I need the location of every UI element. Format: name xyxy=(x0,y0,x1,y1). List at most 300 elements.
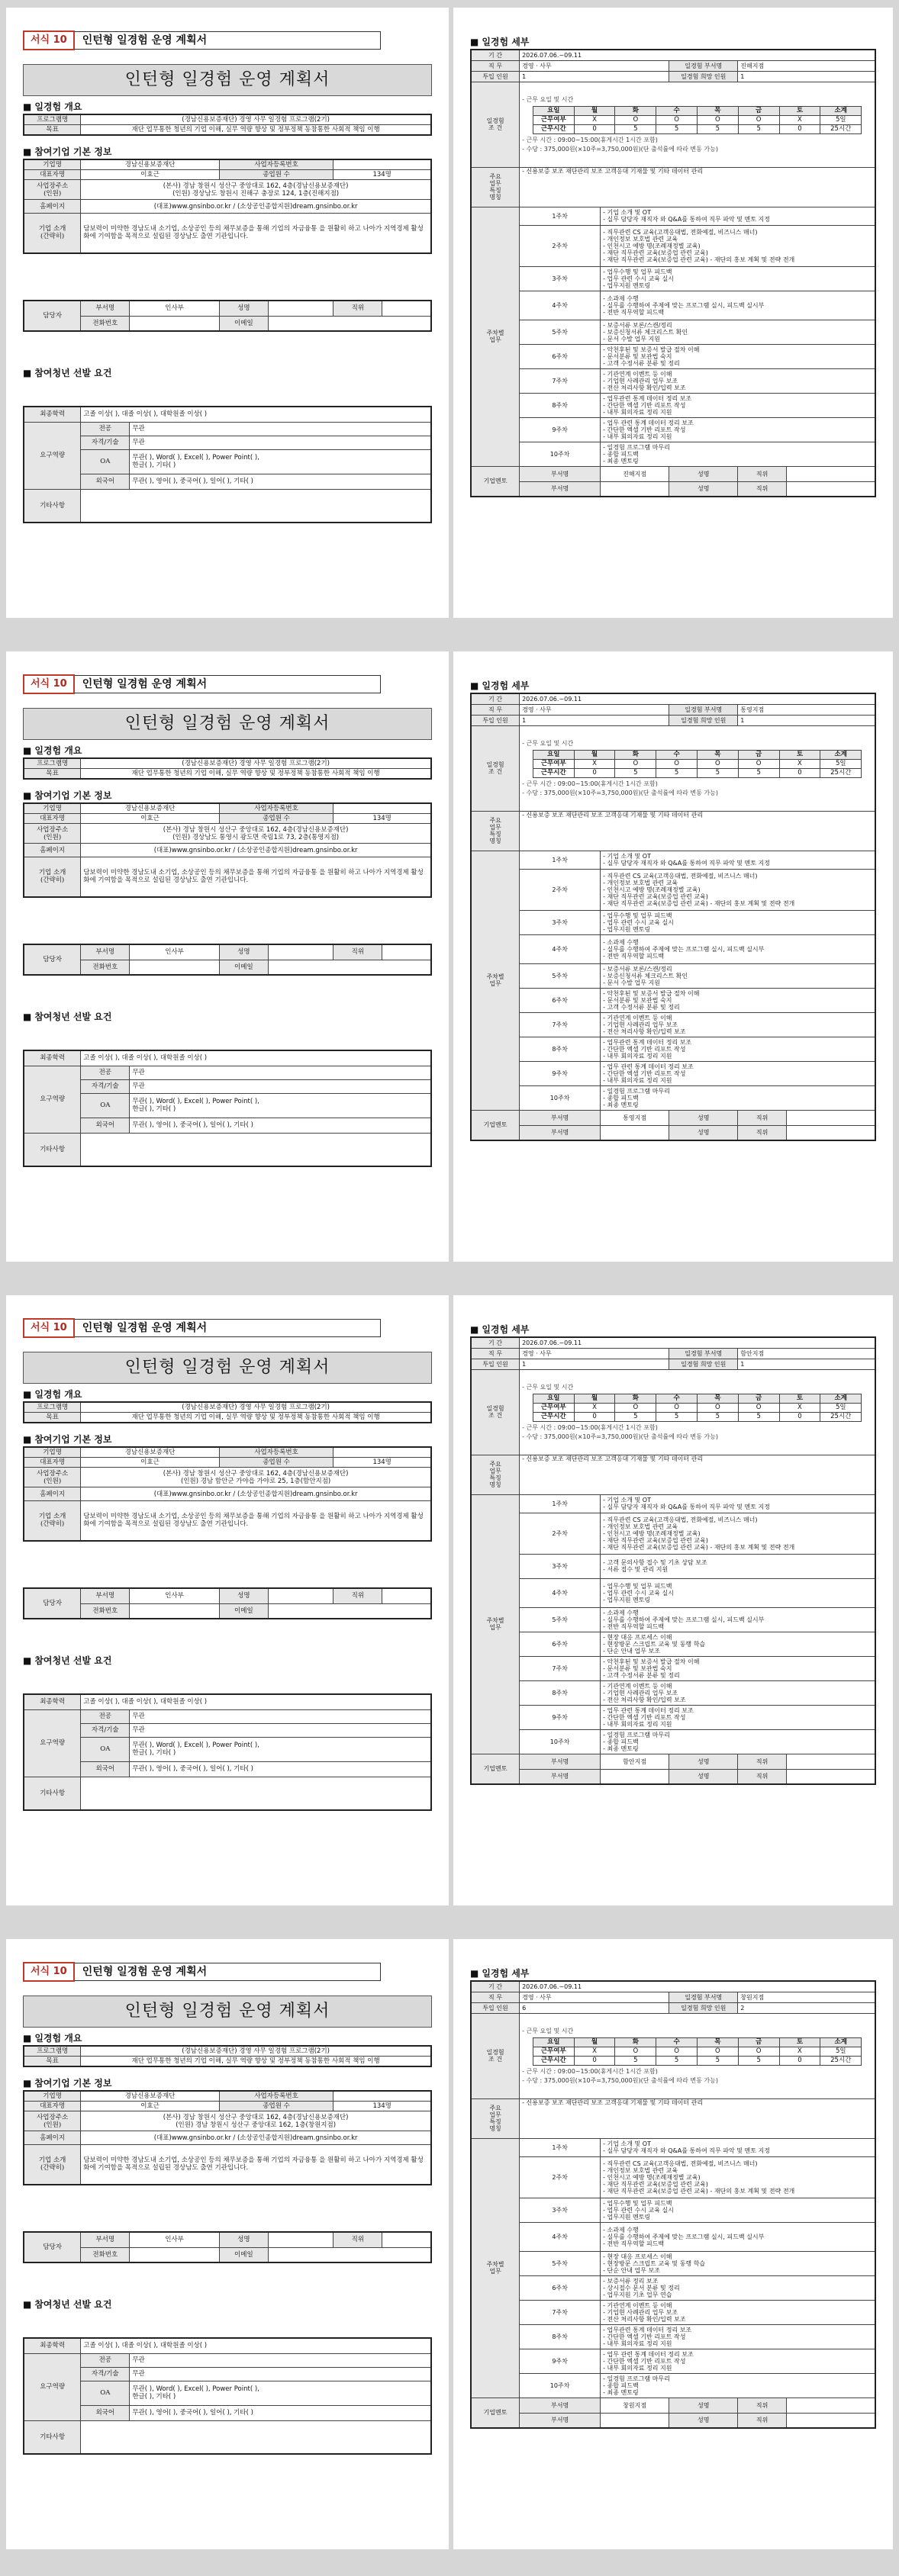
employees-value: 134명 xyxy=(334,170,431,180)
mentor-etc-value xyxy=(786,1769,875,1784)
dept-place-label: 일경험 부서명 xyxy=(669,1992,738,2002)
major-label: 전공 xyxy=(81,422,130,436)
schedule-week: 7주차 xyxy=(520,2300,601,2324)
work-hours-cell: 0 xyxy=(779,124,820,133)
schedule-week: 2주차 xyxy=(520,2156,601,2198)
work-hours-cell: 5 xyxy=(656,124,698,133)
work-hours-cell: 5 xyxy=(697,124,738,133)
skill-value: 무관 xyxy=(130,2367,431,2381)
mentor-email-label: 성명 xyxy=(669,1769,738,1784)
dept-label: 부서명 xyxy=(81,301,130,316)
schedule-content: - 소과제 수행 - 실무를 수행하여 주제에 맞는 프로그램 실시, 피드백 실시부 - 전반 직무역할 피드백 xyxy=(601,2222,875,2251)
cond-label: 일경험 조 건 xyxy=(471,82,520,167)
form-header xyxy=(23,31,381,50)
page-spread xyxy=(0,644,899,1269)
week-schedule-table xyxy=(533,750,862,778)
skill-label: 자격/기술 xyxy=(81,1723,130,1737)
position-label: 성명 xyxy=(219,301,268,316)
mentor-title-value xyxy=(786,1110,875,1125)
phone-label: 전화번호 xyxy=(81,316,130,331)
count-value: 6 xyxy=(520,2002,669,2013)
dept-value: 인사부 xyxy=(130,301,219,316)
req-label: 요구역량 xyxy=(24,1709,81,1777)
count-label: 투입 인원 xyxy=(471,1359,520,1369)
company-info-table xyxy=(23,2090,432,2185)
section-overview-heading: ■ 일경험 개요 xyxy=(23,2033,82,2044)
position-value xyxy=(268,301,333,316)
schedule-content: - 직무관련 CS 교육(고객응대법, 전화예절, 비즈니스 매너) - 개인정보 보호법 관련 교육 - 인천시고 예방 명(조례재정별 교육) - 재단 직무관련 교육(보증업 관련 교육) - 재단 직무관련 교육(보증업 관련 교육) - 재단의 홍보 계획 및 전략 전개 xyxy=(601,225,875,266)
work-status-cell: X xyxy=(779,2047,820,2056)
work-status-cell: O xyxy=(697,1403,738,1412)
mentor-email-label: 성명 xyxy=(669,481,738,497)
hours-row xyxy=(533,2056,861,2065)
day-cell: 월 xyxy=(574,106,615,115)
schedule-week: 1주차 xyxy=(520,2138,601,2156)
conditions-cell xyxy=(520,82,875,167)
major-value: 무관 xyxy=(130,422,431,436)
manager-table xyxy=(23,1587,432,1619)
section-requirements-heading: ■ 참여청년 선발 요건 xyxy=(23,2299,112,2310)
mentor-email-label: 성명 xyxy=(669,2413,738,2428)
schedule-row xyxy=(471,934,875,963)
schedule-row xyxy=(471,2349,875,2373)
company-info-table xyxy=(23,159,432,254)
schedule-row xyxy=(471,393,875,417)
schedule-content: - 직무관련 CS 교육(고객응대법, 전화예절, 비즈니스 매너) - 개인정보 보호법 관련 교육 - 인천시고 예방 명(조례재정별 교육) - 재단 직무관련 교육(보증업 관련 교육) - 재단 직무관련 교육(보증업 관련 교육) - 재단의 홍보 계획 및 전략 전개 xyxy=(601,1513,875,1554)
work-row xyxy=(533,115,861,124)
schedule-content: - 업무 관련 통계 데이터 정리 보조 - 간단한 엑셀 기반 리포트 작성 - 내부 회의자료 정리 지원 xyxy=(601,1705,875,1729)
day-cell: 소계 xyxy=(820,1394,862,1403)
week-title: - 근무 요일 및 시간 xyxy=(522,95,574,103)
overview-table xyxy=(23,757,432,780)
dept-place-label: 일경험 부서명 xyxy=(669,1348,738,1359)
work-status-cell: X xyxy=(574,759,615,768)
work-hours-cell: 25시간 xyxy=(820,2056,862,2065)
day-cell: 수 xyxy=(656,750,698,759)
day-cell: 금 xyxy=(738,750,779,759)
work-hours-cell: 5 xyxy=(697,2056,738,2065)
week-title: - 근무 요일 및 시간 xyxy=(522,739,574,747)
mentor-label: 기업멘토 xyxy=(471,2398,520,2428)
work-row xyxy=(533,2047,861,2056)
position-label: 성명 xyxy=(219,1588,268,1603)
work-hours-cell: 5 xyxy=(697,1412,738,1421)
overview-table xyxy=(23,2045,432,2067)
program-label: 프로그램명 xyxy=(24,114,81,125)
day-cell: 금 xyxy=(738,106,779,115)
phone-label: 전화번호 xyxy=(81,960,130,975)
day-cell: 화 xyxy=(615,1394,656,1403)
mentor-name-label: 성명 xyxy=(669,1754,738,1769)
section-detail-heading: ■ 일경험 세부 xyxy=(470,1324,530,1335)
count-value: 1 xyxy=(520,1359,669,1369)
mentor-title-value xyxy=(786,1754,875,1769)
schedule-week: 1주차 xyxy=(520,851,601,869)
mentor-name-label: 성명 xyxy=(669,466,738,481)
work-status-cell: O xyxy=(738,759,779,768)
square-bullet-icon: ■ xyxy=(23,2033,32,2044)
plan-page-left xyxy=(6,1939,449,2549)
mentor-etc-label: 직위 xyxy=(738,2413,787,2428)
section-overview-heading: ■ 일경험 개요 xyxy=(23,1389,82,1400)
plan-page-left xyxy=(6,1295,449,1905)
etc-value xyxy=(81,1133,431,1166)
intro-value: 담보력이 미약한 경남도내 소기업, 소상공인 등의 채무보증을 통해 기업의 자금융통 을 원활히 하고 나아가 지역경제 활성화에 기여함을 목적으로 설립된 경상남도 출연 기관입니다. xyxy=(81,857,431,897)
company-value: 경남신용보증재단 xyxy=(81,1447,220,1458)
schedule-row xyxy=(471,1012,875,1037)
detail-table xyxy=(470,693,876,1141)
schedule-content: - 직무관련 CS 교육(고객응대법, 전화예절, 비즈니스 매너) - 개인정보 보호법 관련 교육 - 인천시고 예방 명(조례재정별 교육) - 재단 직무관련 교육(보증업 관련 교육) - 재단 직무관련 교육(보증업 관련 교육) - 재단의 홍보 계획 및 전략 전개 xyxy=(601,2156,875,2198)
mentor-etc-value xyxy=(786,2413,875,2428)
period-label: 기 간 xyxy=(471,693,520,704)
company-label: 기업명 xyxy=(24,159,81,170)
schedule-content: - 일경험 프로그램 마무리 - 종합 피드백 - 최종 멘토링 xyxy=(601,2373,875,2398)
schedule-content: - 업무관련 통계 데이터 정리 보조 - 간단한 엑셀 기반 리포트 작성 - 내부 회의자료 정리 지원 xyxy=(601,2324,875,2349)
schedule-content: - 업무관련 통계 데이터 정리 보조 - 간단한 엑셀 기반 리포트 작성 - 내부 회의자료 정리 지원 xyxy=(601,393,875,417)
period-value: 2026.07.06.~09.11 xyxy=(520,693,875,704)
lang-value: 무관( ), 영어( ), 중국어( ), 일어( ), 기타( ) xyxy=(130,474,431,489)
day-cell: 토 xyxy=(779,750,820,759)
period-label: 기 간 xyxy=(471,1337,520,1348)
page-spread xyxy=(0,1288,899,1913)
manager-label: 담당자 xyxy=(24,2232,81,2262)
job-label: 직 무 xyxy=(471,60,520,71)
day-cell: 화 xyxy=(615,750,656,759)
mentor-etc-value xyxy=(786,1125,875,1140)
schedule-content: - 기관연계 이벤트 등 이해 - 기업현 사례관리 업무 보조 - 전산 처리사항 확인/입력 보조 xyxy=(601,2300,875,2324)
schedule-row xyxy=(471,2300,875,2324)
schedule-content: - 소과제 수행 - 실무를 수행하여 주제에 맞는 프로그램 실시, 피드백 실시부 - 전반 직무역할 피드백 xyxy=(601,291,875,320)
email-label: 이메일 xyxy=(219,2247,268,2262)
period-label: 기 간 xyxy=(471,50,520,60)
program-value: (경남신용보증재단) 경영 사무 일경험 프로그램(2기) xyxy=(81,2046,431,2057)
main-duty-label: 주요 업무 특징 명칭 xyxy=(471,2098,520,2138)
schedule-week: 9주차 xyxy=(520,2349,601,2373)
section-detail-heading: ■ 일경험 세부 xyxy=(470,680,530,691)
schedule-content: - 기관연계 이벤트 등 이해 - 기업현 사례관리 업무 보조 - 전산 처리사항 확인/입력 보조 xyxy=(601,1680,875,1705)
intro-label: 기업 소개 (간략히) xyxy=(24,1501,81,1541)
square-bullet-icon: ■ xyxy=(23,745,32,756)
schedule-week: 6주차 xyxy=(520,2275,601,2300)
work-hours-cell: 5 xyxy=(615,768,656,777)
count-value: 1 xyxy=(520,71,669,82)
mentor-title-value xyxy=(786,2398,875,2413)
major-label: 전공 xyxy=(81,1709,130,1723)
edu-value: 고졸 이상( ), 대졸 이상( ), 대학원졸 이상( ) xyxy=(81,407,431,422)
work-hours-cell: 근무시간 xyxy=(533,768,574,777)
address-label: 사업장주소 (인원) xyxy=(24,1468,81,1487)
work-status-cell: 근무여부 xyxy=(533,759,574,768)
max-value: 2 xyxy=(738,2002,875,2013)
lang-value: 무관( ), 영어( ), 중국어( ), 일어( ), 기타( ) xyxy=(130,1761,431,1777)
count-label: 투입 인원 xyxy=(471,2002,520,2013)
detail-table xyxy=(470,1336,876,1785)
mentor-phone-value xyxy=(601,481,669,497)
edu-label: 최종학력 xyxy=(24,1050,81,1066)
email-label: 이메일 xyxy=(219,960,268,975)
schedule-row xyxy=(471,2198,875,2222)
mentor-dept-label: 부서명 xyxy=(520,466,601,481)
schedule-week: 6주차 xyxy=(520,344,601,368)
schedule-week: 10주차 xyxy=(520,442,601,466)
section-company-heading: ■ 참여기업 기본 정보 xyxy=(23,790,112,801)
email-value xyxy=(268,316,431,331)
schedule-content: - 업무관련 통계 데이터 정리 보조 - 간단한 엑셀 기반 리포트 작성 - 내부 회의자료 정리 지원 xyxy=(601,1037,875,1061)
work-status-cell: X xyxy=(779,115,820,124)
week-schedule-table xyxy=(533,106,862,134)
schedule-week: 5주차 xyxy=(520,1607,601,1632)
count-label: 투입 인원 xyxy=(471,71,520,82)
biznum-value xyxy=(334,1447,431,1458)
day-cell: 소계 xyxy=(820,106,862,115)
mentor-phone-label: 부서명 xyxy=(520,1769,601,1784)
schedule-week: 10주차 xyxy=(520,2373,601,2398)
title-label: 직위 xyxy=(334,2232,382,2247)
work-hours-cell: 근무시간 xyxy=(533,1412,574,1421)
mentor-dept-label: 부서명 xyxy=(520,2398,601,2413)
work-status-cell: O xyxy=(615,1403,656,1412)
day-cell: 화 xyxy=(615,2037,656,2047)
schedule-week: 8주차 xyxy=(520,1037,601,1061)
form-header-title: 인턴형 일경험 운영 계획서 xyxy=(75,1319,381,1337)
oa-label: OA xyxy=(81,2381,130,2405)
work-hours-cell: 5 xyxy=(738,2056,779,2065)
mentor-label: 기업멘토 xyxy=(471,1754,520,1784)
dept-place-value: 통영지점 xyxy=(738,704,875,715)
schedule-content: - 악천후된 및 보증서 발급 절차 이해 - 문서분류 및 보관법 숙지 - 고객 수정서류 분류 및 정리 xyxy=(601,1656,875,1680)
email-value xyxy=(268,1603,431,1619)
day-cell: 소계 xyxy=(820,2037,862,2047)
etc-value xyxy=(81,489,431,523)
weekly-label: 주차별 업무 xyxy=(471,1494,520,1754)
schedule-week: 9주차 xyxy=(520,1061,601,1085)
work-hours-cell: 0 xyxy=(574,768,615,777)
oa-value: 무관( ), Word( ), Excel( ), Power Point( ), 한글( ), 기타( ) xyxy=(130,1737,431,1761)
work-hours-cell: 5 xyxy=(738,124,779,133)
dept-value: 인사부 xyxy=(130,944,219,960)
schedule-content: - 기업 소개 및 OT - 실무 담당자 재직자 와 Q&A를 통하여 직무 파악 및 멘토 지정 xyxy=(601,1494,875,1513)
schedule-row xyxy=(471,442,875,466)
ceo-value: 이효근 xyxy=(81,814,220,824)
major-label: 전공 xyxy=(81,2353,130,2367)
schedule-content: - 기관연계 이벤트 등 이해 - 기업현 사례관리 업무 보조 - 전산 처리사항 확인/입력 보조 xyxy=(601,1012,875,1037)
mentor-etc-label: 직위 xyxy=(738,1769,787,1784)
section-requirements-heading: ■ 참여청년 선발 요건 xyxy=(23,368,112,378)
schedule-week: 4주차 xyxy=(520,1578,601,1607)
ceo-label: 대표자명 xyxy=(24,2102,81,2111)
day-cell: 소계 xyxy=(820,750,862,759)
schedule-week: 5주차 xyxy=(520,320,601,344)
work-status-cell: O xyxy=(697,2047,738,2056)
days-row xyxy=(533,750,861,759)
schedule-row xyxy=(471,1578,875,1607)
cond-label: 일경험 조 건 xyxy=(471,2013,520,2098)
schedule-content: - 보증서류 보론/스캔/정리 - 보증신청서류 체크리스트 확인 - 문서 수발 업무 지원 xyxy=(601,963,875,988)
work-status-cell: O xyxy=(615,2047,656,2056)
position-value xyxy=(268,1588,333,1603)
purpose-value: 재단 업무통한 청년의 기업 이해, 실무 역량 향상 및 정부정책 동참통한 사회적 책임 이행 xyxy=(81,1413,431,1423)
work-hours-cell: 5 xyxy=(615,124,656,133)
schedule-week: 6주차 xyxy=(520,1632,601,1656)
work-status-cell: 근무여부 xyxy=(533,1403,574,1412)
lang-label: 외국어 xyxy=(81,1118,130,1133)
ceo-value: 이효근 xyxy=(81,2102,220,2111)
schedule-content: - 일경험 프로그램 마무리 - 종합 피드백 - 최종 멘토링 xyxy=(601,1085,875,1110)
mentor-label: 기업멘토 xyxy=(471,466,520,497)
schedule-row xyxy=(471,1656,875,1680)
schedule-week: 3주차 xyxy=(520,1554,601,1578)
day-cell: 목 xyxy=(697,750,738,759)
skill-value: 무관 xyxy=(130,1079,431,1093)
manager-table xyxy=(23,2231,432,2263)
schedule-week: 10주차 xyxy=(520,1085,601,1110)
ceo-label: 대표자명 xyxy=(24,170,81,180)
day-cell: 요일 xyxy=(533,2037,574,2047)
max-value: 1 xyxy=(738,1359,875,1369)
requirements-table xyxy=(23,1050,432,1167)
main-duty-label: 주요 업무 특징 명칭 xyxy=(471,1455,520,1494)
etc-value xyxy=(81,1777,431,1810)
week-schedule-table xyxy=(533,2037,862,2066)
manager-table xyxy=(23,944,432,976)
conditions-cell xyxy=(520,1369,875,1455)
work-hours-cell: 0 xyxy=(779,2056,820,2065)
work-status-cell: O xyxy=(615,115,656,124)
page-spread xyxy=(0,1931,899,2557)
work-hours-cell: 5 xyxy=(615,1412,656,1421)
work-status-cell: 5일 xyxy=(820,115,862,124)
schedule-week: 2주차 xyxy=(520,869,601,910)
mentor-phone-value xyxy=(601,2413,669,2428)
work-time-note: - 근무 시간 : 09:00~15:00(휴게시간 1시간 포함) xyxy=(522,2067,658,2075)
dept-place-value: 함안지점 xyxy=(738,1348,875,1359)
schedule-row xyxy=(471,225,875,266)
form-number-badge: 서식 10 xyxy=(23,1962,75,1982)
mentor-name-label: 성명 xyxy=(669,2398,738,2413)
etc-value xyxy=(81,2420,431,2454)
day-cell: 월 xyxy=(574,1394,615,1403)
schedule-row xyxy=(471,2138,875,2156)
job-value: 경영 · 사무 xyxy=(520,704,669,715)
purpose-label: 목표 xyxy=(24,125,81,136)
manager-label: 담당자 xyxy=(24,301,81,331)
mentor-dept-label: 부서명 xyxy=(520,1110,601,1125)
req-label: 요구역량 xyxy=(24,2353,81,2420)
employees-label: 종업원 수 xyxy=(219,2102,334,2111)
biznum-label: 사업자등록번호 xyxy=(219,1447,334,1458)
schedule-week: 3주차 xyxy=(520,910,601,934)
square-bullet-icon: ■ xyxy=(23,1389,32,1400)
intro-value: 담보력이 미약한 경남도내 소기업, 소상공인 등의 채무보증을 통해 기업의 자금융통 을 원활히 하고 나아가 지역경제 활성화에 기여함을 목적으로 설립된 경상남도 출연 기관입니다. xyxy=(81,2145,431,2185)
mentor-title-label: 직위 xyxy=(738,1110,787,1125)
title-value xyxy=(382,944,431,960)
schedule-week: 4주차 xyxy=(520,934,601,963)
schedule-content: - 소과제 수행 - 실무를 수행하여 주제에 맞는 프로그램 실시, 피드백 실시부 - 전반 직무역할 피드백 xyxy=(601,934,875,963)
title-label: 직위 xyxy=(334,301,382,316)
schedule-content: - 업무수행 및 업무 피드백 - 업무 관련 수시 교육 실시 - 업무지원 멘토링 xyxy=(601,910,875,934)
job-value: 경영 · 사무 xyxy=(520,1348,669,1359)
days-row xyxy=(533,1394,861,1403)
dept-label: 부서명 xyxy=(81,2232,130,2247)
max-label: 일경험 희망 인원 xyxy=(669,71,738,82)
etc-label: 기타사항 xyxy=(24,1133,81,1166)
day-cell: 요일 xyxy=(533,1394,574,1403)
day-cell: 수 xyxy=(656,1394,698,1403)
schedule-row xyxy=(471,291,875,320)
req-label: 요구역량 xyxy=(24,422,81,489)
etc-label: 기타사항 xyxy=(24,1777,81,1810)
schedule-row xyxy=(471,1037,875,1061)
work-row xyxy=(533,1403,861,1412)
pay-note: - 수당 : 375,000원(×10주=3,750,000원)(단 출석률에 따라 변동 가능) xyxy=(522,145,718,153)
work-status-cell: 5일 xyxy=(820,759,862,768)
email-label: 이메일 xyxy=(219,316,268,331)
square-bullet-icon: ■ xyxy=(23,146,32,157)
skill-label: 자격/기술 xyxy=(81,436,130,449)
main-duty-label: 주요 업무 특징 명칭 xyxy=(471,811,520,851)
job-label: 직 무 xyxy=(471,1992,520,2002)
schedule-row xyxy=(471,963,875,988)
main-duty-value: - 신용보증 보조 재단관리 보조 고객응대 기재물 및 기타 데이터 관리 xyxy=(520,1455,875,1494)
dept-label: 부서명 xyxy=(81,1588,130,1603)
schedule-week: 8주차 xyxy=(520,393,601,417)
cond-label: 일경험 조 건 xyxy=(471,725,520,811)
job-value: 경영 · 사무 xyxy=(520,60,669,71)
work-status-cell: X xyxy=(779,759,820,768)
work-hours-cell: 25시간 xyxy=(820,768,862,777)
day-cell: 토 xyxy=(779,1394,820,1403)
phone-value xyxy=(130,2247,219,2262)
days-row xyxy=(533,2037,861,2047)
lang-label: 외국어 xyxy=(81,1761,130,1777)
work-status-cell: O xyxy=(738,1403,779,1412)
schedule-content: - 업무수행 및 업무 피드백 - 업무 관련 수시 교육 실시 - 업무지원 멘토링 xyxy=(601,2198,875,2222)
plan-page-left xyxy=(6,651,449,1262)
weekly-label: 주차별 업무 xyxy=(471,207,520,466)
page-spread xyxy=(0,0,899,626)
schedule-content: - 기업 소개 및 OT - 실무 담당자 재직자 와 Q&A를 통하여 직무 파악 및 멘토 지정 xyxy=(601,2138,875,2156)
plan-page-right xyxy=(453,651,893,1262)
address-value: (본사) 경남 창원시 성산구 중앙대로 162, 4층(경남신용보증재단) (인원) 경남 함안군 가야읍 가야로 25, 1층(함안지점) xyxy=(81,1468,431,1487)
form-number-badge: 서식 10 xyxy=(23,674,75,694)
work-row xyxy=(533,759,861,768)
biznum-value xyxy=(334,2091,431,2102)
mentor-dept-value: 창원지점 xyxy=(601,2398,669,2413)
work-hours-cell: 5 xyxy=(656,2056,698,2065)
homepage-value: (대표)www.gnsinbo.or.kr / (소상공인종합지원)dream.gnsinbo.or.kr xyxy=(81,1487,431,1501)
homepage-label: 홈페이지 xyxy=(24,844,81,857)
schedule-row xyxy=(471,344,875,368)
mentor-etc-label: 직위 xyxy=(738,1125,787,1140)
requirements-table xyxy=(23,406,432,523)
homepage-label: 홈페이지 xyxy=(24,1487,81,1501)
address-label: 사업장주소 (인원) xyxy=(24,824,81,844)
schedule-content: - 업무 관련 통계 데이터 정리 보조 - 간단한 엑셀 기반 리포트 작성 - 내부 회의자료 정리 지원 xyxy=(601,417,875,442)
company-info-table xyxy=(23,802,432,898)
period-label: 기 간 xyxy=(471,1981,520,1992)
page-title: 인턴형 일경험 운영 계획서 xyxy=(23,64,432,96)
schedule-row xyxy=(471,2373,875,2398)
form-header-title: 인턴형 일경험 운영 계획서 xyxy=(75,31,381,50)
main-duty-value: - 신용보증 보조 재단관리 보조 고객응대 기재물 및 기타 데이터 관리 xyxy=(520,2098,875,2138)
purpose-value: 재단 업무통한 청년의 기업 이해, 실무 역량 향상 및 정부정책 동참통한 사회적 책임 이행 xyxy=(81,2057,431,2067)
mentor-email-label: 성명 xyxy=(669,1125,738,1140)
company-label: 기업명 xyxy=(24,2091,81,2102)
schedule-content: - 업무 관련 통계 데이터 정리 보조 - 간단한 엑셀 기반 리포트 작성 - 내부 회의자료 정리 지원 xyxy=(601,2349,875,2373)
form-header xyxy=(23,1962,381,1982)
work-status-cell: 근무여부 xyxy=(533,2047,574,2056)
mentor-phone-label: 부서명 xyxy=(520,2413,601,2428)
